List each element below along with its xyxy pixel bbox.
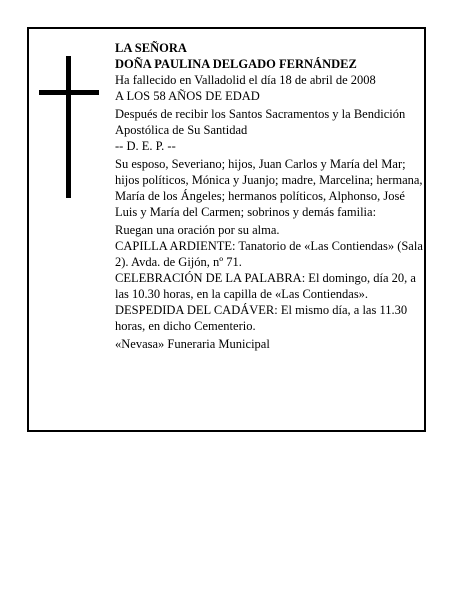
notice-text-block <box>115 40 425 352</box>
sacraments-line: Después de recibir los Santos Sacramentos y la Bendición Apostólica de Su Santidad <box>115 107 406 137</box>
notice-title: LA SEÑORA <box>115 41 187 55</box>
cross-vertical-bar <box>66 56 71 198</box>
prayer-line: Ruegan una oración por su alma. <box>115 223 280 237</box>
chapel-info: CAPILLA ARDIENTE: Tanatorio de «Las Contiendas» (Sala 2). Avda. de Gijón, nº 71. <box>115 239 423 269</box>
obituary-notice <box>27 27 426 432</box>
funeral-home: «Nevasa» Funeraria Municipal <box>115 337 270 351</box>
rip-line: -- D. E. P. -- <box>115 139 176 153</box>
deceased-name: DOÑA PAULINA DELGADO FERNÁNDEZ <box>115 57 357 71</box>
family-list: Su esposo, Severiano; hijos, Juan Carlos y María del Mar; hijos políticos, Mónica y Juanjo; madre, Marcelina; hermana, María de los Ángeles; hermanos políticos, Alphonso, José Luis y María del Carmen; sobrinos y demás familia: <box>115 157 423 219</box>
cross-icon <box>39 56 99 198</box>
celebration-info: CELEBRACIÓN DE LA PALABRA: El domingo, día 20, a las 10.30 horas, en la capilla de «Las Contiendas». <box>115 271 416 301</box>
farewell-info: DESPEDIDA DEL CADÁVER: El mismo día, a las 11.30 horas, en dicho Cementerio. <box>115 303 408 333</box>
death-line: Ha fallecido en Valladolid el día 18 de abril de 2008 <box>115 73 376 87</box>
cross-horizontal-bar <box>39 90 99 95</box>
age-line: A LOS 58 AÑOS DE EDAD <box>115 89 260 103</box>
